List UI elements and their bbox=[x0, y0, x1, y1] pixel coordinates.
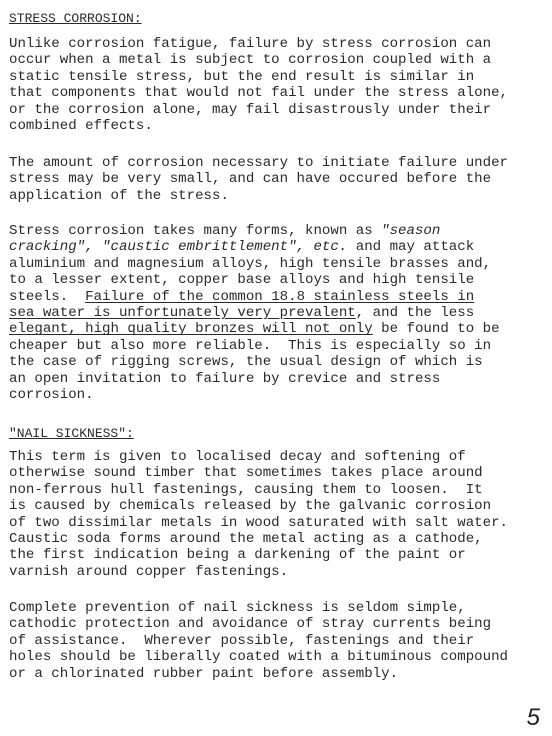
text-fragment: and may attack bbox=[347, 239, 475, 256]
text-line bbox=[9, 289, 545, 305]
text-line: holes should be liberally coated with a bituminous compound bbox=[9, 649, 508, 666]
text-line: cathodic protection and avoidance of stray currents being bbox=[9, 616, 492, 633]
text-line: is caused by chemicals released by the galvanic corrosion bbox=[9, 498, 492, 515]
text-fragment: , and the less bbox=[355, 305, 475, 322]
text-line: or a chlorinated rubber paint before assembly. bbox=[9, 665, 399, 682]
underlined-text: elegant, high quality bronzes will not only bbox=[9, 321, 373, 338]
text-line: non-ferrous hull fastenings, causing them to loosen. It bbox=[9, 481, 483, 498]
text-line: occur when a metal is subject to corrosion coupled with a bbox=[9, 52, 492, 69]
text-line: cheaper but also more reliable. This is especially so in bbox=[9, 337, 492, 354]
text-fragment: steels. bbox=[9, 288, 86, 305]
text-line: varnish around copper fastenings. bbox=[9, 563, 289, 580]
text-line bbox=[9, 305, 545, 321]
text-line: stress may be very small, and can have occured before the bbox=[9, 171, 492, 188]
text-line: an open invitation to failure by crevice and stress bbox=[9, 370, 441, 387]
section-heading-stress-corrosion: STRESS CORROSION: bbox=[9, 11, 142, 26]
underlined-text: sea water is unfortunately very prevalent bbox=[9, 305, 356, 322]
text-line: aluminium and magnesium alloys, high tensile brasses and, bbox=[9, 255, 492, 272]
text-line: Complete prevention of nail sickness is seldom simple, bbox=[9, 600, 466, 616]
text-line: Unlike corrosion fatigue, failure by stress corrosion can bbox=[9, 36, 492, 52]
text-line: static tensile stress, but the end result is similar in bbox=[9, 68, 475, 85]
text-fragment: Stress corrosion takes many forms, known as bbox=[9, 223, 382, 239]
text-line: This term is given to localised decay and softening of bbox=[9, 449, 466, 465]
italic-term: "season bbox=[381, 223, 441, 239]
text-line: corrosion. bbox=[9, 387, 94, 404]
text-line: of assistance. Wherever possible, fastenings and their bbox=[9, 632, 475, 649]
text-line: the case of rigging screws, the usual design of which is bbox=[9, 354, 483, 371]
text-line: combined effects. bbox=[9, 118, 153, 135]
italic-term: cracking", "caustic embrittlement", etc. bbox=[9, 239, 348, 256]
paragraph-nail-prevention bbox=[9, 600, 545, 682]
text-line: that components that would not fail under the stress alone, bbox=[9, 85, 508, 102]
paragraph-stress-amount bbox=[9, 155, 545, 204]
text-line bbox=[9, 321, 545, 337]
section-heading-nail-sickness: "NAIL SICKNESS": bbox=[9, 426, 134, 441]
underlined-text: Failure of the common 18.8 stainless steels in bbox=[85, 288, 475, 305]
paragraph-stress-forms bbox=[9, 223, 545, 403]
text-line: of two dissimilar metals in wood saturated with salt water. bbox=[9, 514, 508, 531]
text-line: the first indication being a darkening of the paint or bbox=[9, 547, 466, 564]
text-line: application of the stress. bbox=[9, 187, 229, 204]
text-fragment: be found to be bbox=[372, 321, 500, 338]
paragraph-stress-intro bbox=[9, 36, 545, 134]
text-line: The amount of corrosion necessary to initiate failure under bbox=[9, 155, 508, 171]
text-line: to a lesser extent, copper base alloys and high tensile bbox=[9, 272, 475, 289]
text-line bbox=[9, 239, 545, 255]
page-number: 5 bbox=[526, 704, 540, 731]
text-line bbox=[9, 223, 545, 239]
text-line: otherwise sound timber that sometimes takes place around bbox=[9, 465, 483, 482]
paragraph-nail-definition bbox=[9, 449, 545, 580]
text-line: Caustic soda forms around the metal acting as a cathode, bbox=[9, 531, 483, 548]
text-line: or the corrosion alone, may fail disastrously under their bbox=[9, 101, 492, 118]
